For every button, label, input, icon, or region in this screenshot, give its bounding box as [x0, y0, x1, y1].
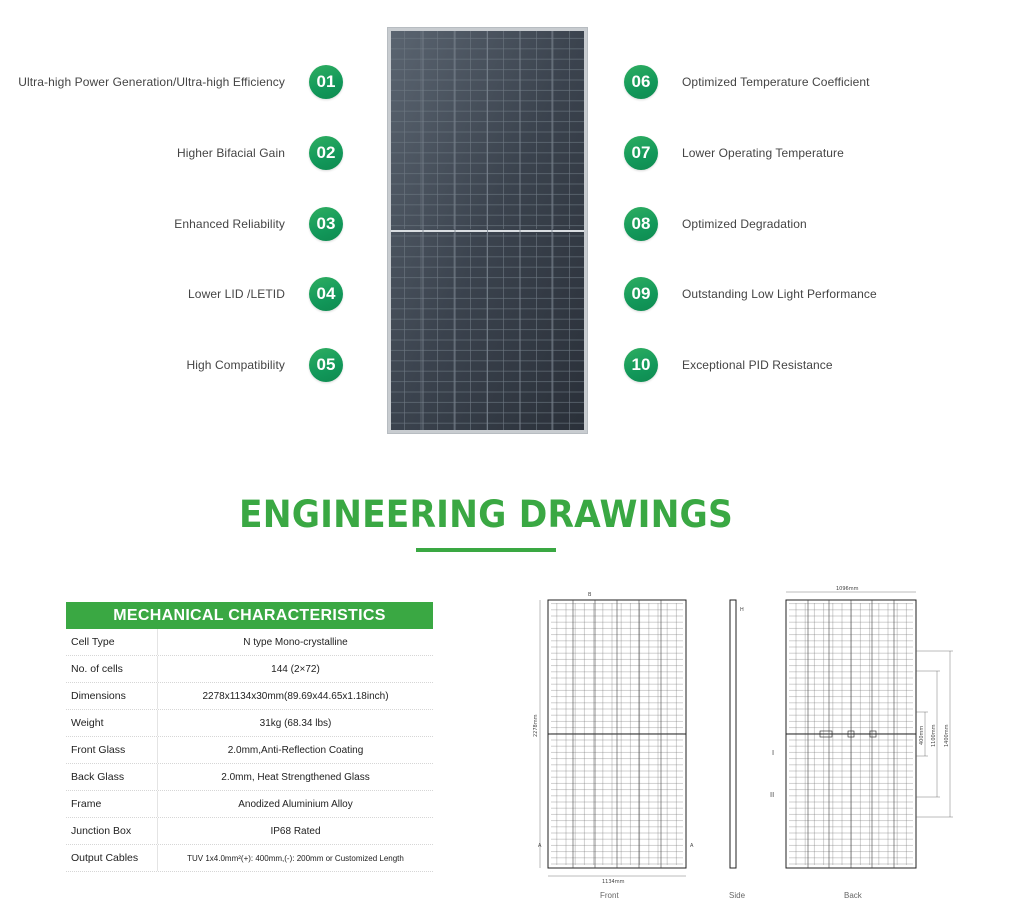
row-value: IP68 Rated: [270, 825, 321, 837]
feature-item: [18, 65, 343, 99]
feature-number-badge: 09: [624, 277, 658, 311]
dim-1400: 1400mm: [944, 724, 950, 747]
dim-label-b: B: [588, 592, 592, 598]
solar-panel-graphic: [388, 28, 587, 433]
table-row: [66, 845, 433, 872]
row-key: Dimensions: [66, 683, 158, 709]
feature-item: [624, 207, 807, 241]
dim-height: 2278mm: [533, 714, 539, 737]
feature-label: Exceptional PID Resistance: [682, 358, 833, 372]
caption-back: Back: [844, 891, 862, 900]
row-value: 2.0mm, Heat Strengthened Glass: [221, 771, 370, 783]
row-value: Anodized Aluminium Alloy: [238, 798, 353, 810]
feature-item: [188, 277, 343, 311]
mechanical-characteristics-table: [66, 602, 433, 872]
table-row: [66, 656, 433, 683]
table-row: [66, 818, 433, 845]
side-view-drawing: [730, 600, 744, 868]
back-view-drawing: [770, 586, 953, 868]
caption-side: Side: [729, 891, 746, 900]
row-value: 144 (2×72): [271, 663, 320, 675]
dim-1100: 1100mm: [931, 724, 937, 747]
table-row: [66, 737, 433, 764]
feature-number-badge: 06: [624, 65, 658, 99]
row-key: No. of cells: [66, 656, 158, 682]
row-key: Back Glass: [66, 764, 158, 790]
feature-item: [624, 277, 877, 311]
dim-label-a: A: [538, 843, 542, 849]
row-key: Output Cables: [66, 845, 158, 871]
feature-label: Higher Bifacial Gain: [176, 146, 285, 160]
engineering-drawings: [520, 585, 970, 905]
dim-label-h: H: [740, 607, 744, 613]
dim-width: 1134mm: [602, 879, 625, 885]
feature-item: [624, 65, 870, 99]
row-value: 2278x1134x30mm(89.69x44.65x1.18inch): [202, 690, 389, 702]
feature-item: [174, 207, 343, 241]
table-row: [66, 629, 433, 656]
section-title: ENGINEERING DRAWINGS: [239, 493, 733, 536]
feature-label: Optimized Temperature Coefficient: [682, 75, 870, 89]
row-value: 2.0mm,Anti-Reflection Coating: [227, 744, 364, 756]
caption-front: Front: [600, 891, 619, 900]
feature-number-badge: 02: [309, 136, 343, 170]
feature-number-badge: 03: [309, 207, 343, 241]
feature-number-badge: 01: [309, 65, 343, 99]
solar-panel-image: [387, 27, 588, 434]
title-underline: [416, 548, 556, 552]
feature-number-badge: 04: [309, 277, 343, 311]
dim-label-a: A: [690, 843, 694, 849]
row-key: Front Glass: [66, 737, 158, 763]
row-key: Frame: [66, 791, 158, 817]
table-row: [66, 791, 433, 818]
table-row: [66, 683, 433, 710]
drawings-graphic: [520, 585, 970, 885]
front-view-drawing: [533, 592, 694, 885]
feature-number-badge: 10: [624, 348, 658, 382]
feature-label: Outstanding Low Light Performance: [682, 287, 877, 301]
row-key: Weight: [66, 710, 158, 736]
dim-back-width: 1096mm: [836, 586, 859, 592]
feature-label: High Compatibility: [186, 358, 285, 372]
feature-number-badge: 08: [624, 207, 658, 241]
feature-label: Ultra-high Power Generation/Ultra-high Efficiency: [18, 75, 285, 89]
row-key: Junction Box: [66, 818, 158, 844]
feature-item: [186, 348, 343, 382]
table-row: [66, 710, 433, 737]
feature-item: [624, 348, 833, 382]
feature-number-badge: 05: [309, 348, 343, 382]
feature-item: [177, 136, 343, 170]
row-key: Cell Type: [66, 629, 158, 655]
feature-item: [624, 136, 844, 170]
feature-label: Optimized Degradation: [682, 217, 807, 231]
row-value: 31kg (68.34 lbs): [259, 717, 332, 729]
table-header: MECHANICAL CHARACTERISTICS: [66, 602, 433, 629]
feature-label: Lower Operating Temperature: [682, 146, 844, 160]
feature-label: Lower LID /LETID: [188, 287, 285, 301]
feature-number-badge: 07: [624, 136, 658, 170]
row-value: N type Mono-crystalline: [243, 636, 348, 648]
table-row: [66, 764, 433, 791]
feature-label: Enhanced Reliability: [174, 217, 285, 231]
dim-label-i: I: [772, 749, 775, 757]
dim-400: 400mm: [919, 725, 925, 745]
dim-label-ii: II: [770, 791, 775, 799]
row-value: TUV 1x4.0mm²(+): 400mm,(-): 200mm or Customized Length: [187, 853, 404, 863]
